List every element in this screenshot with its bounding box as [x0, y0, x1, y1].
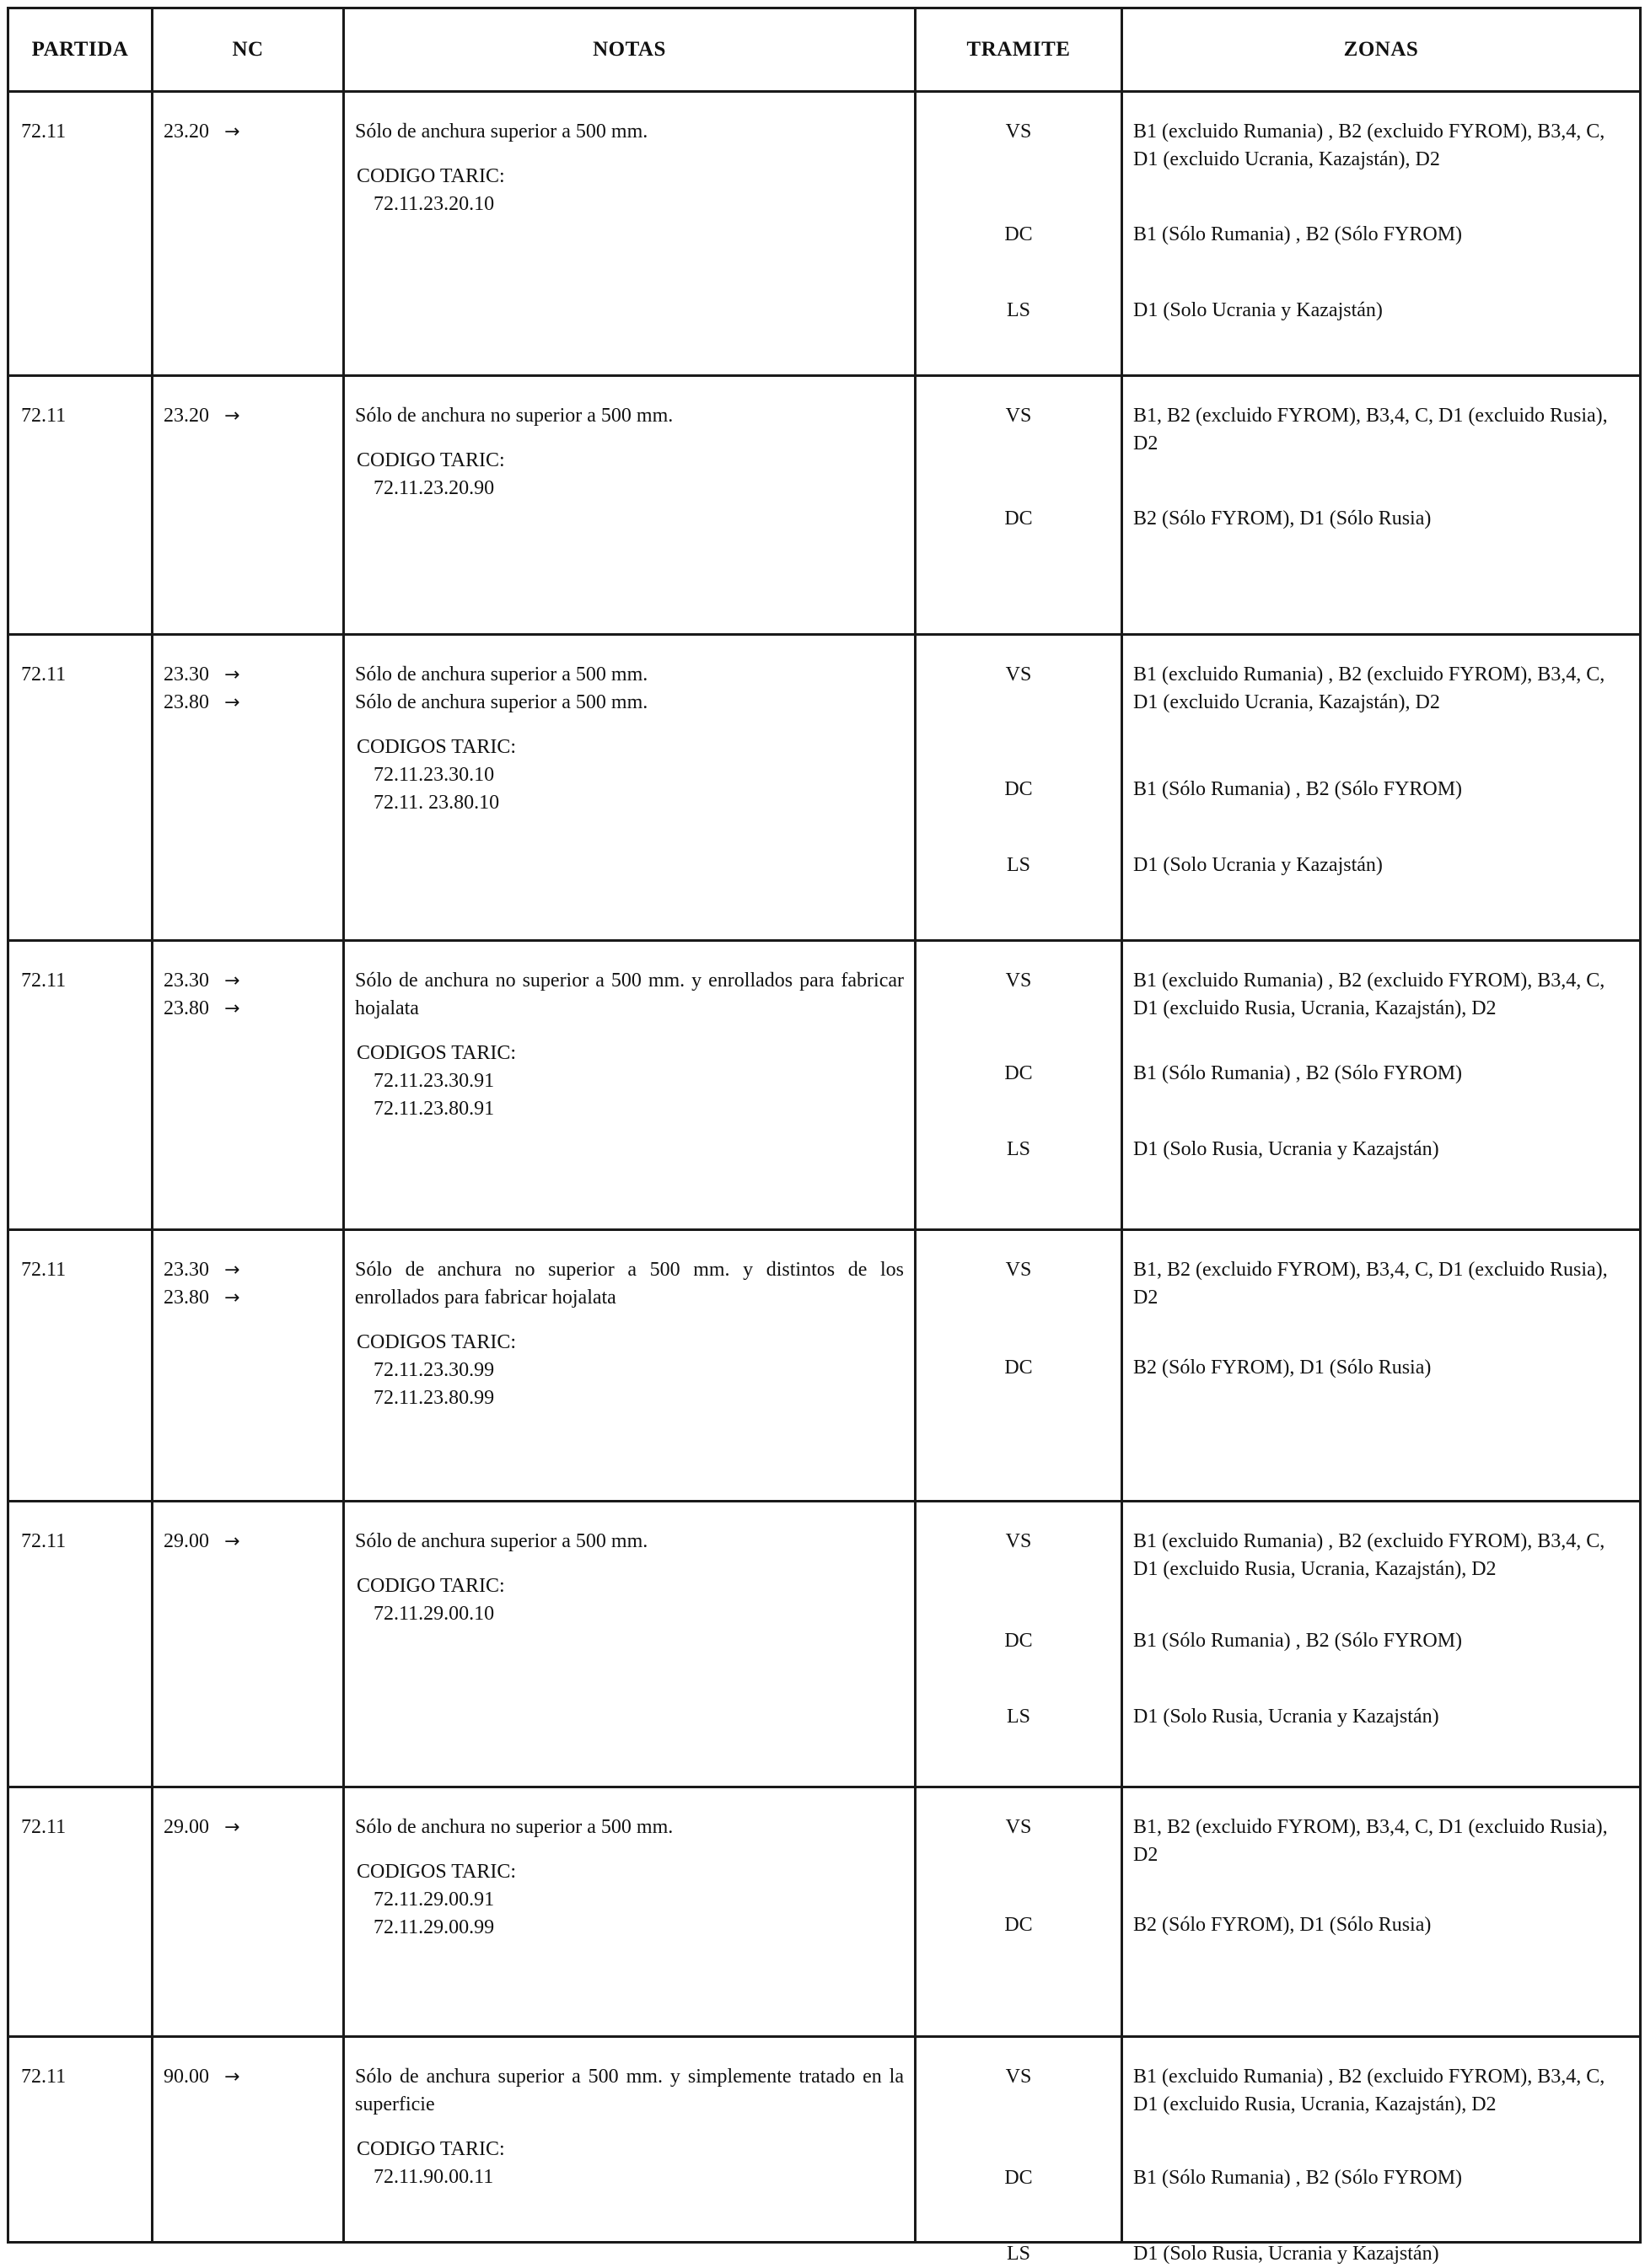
nc-code: 29.00	[164, 1530, 209, 1552]
zonas-cell	[1122, 635, 1641, 941]
zonas-text: B2 (Sólo FYROM), D1 (Sólo Rusia)	[1133, 1357, 1432, 1379]
arrow-right-icon: →	[224, 121, 240, 142]
header-nc: NC	[153, 8, 344, 92]
zonas-cell	[1122, 92, 1641, 376]
nota-description: Sólo de anchura superior a 500 mm.	[355, 121, 648, 142]
arrow-right-icon: →	[224, 406, 240, 427]
nc-code: 23.30	[164, 1259, 209, 1281]
tramite-code: DC	[1004, 223, 1033, 245]
notas-cell	[344, 2037, 916, 2243]
taric-label: CODIGOS TARIC:	[357, 1042, 516, 1065]
zonas-cell	[1122, 376, 1641, 635]
taric-code: 72.11.23.20.90	[374, 477, 495, 500]
arrow-right-icon: →	[224, 664, 240, 685]
header-row	[8, 8, 1641, 92]
tramite-code: VS	[1005, 1259, 1032, 1281]
zonas-cell	[1122, 941, 1641, 1230]
taric-code: 72.11.29.00.91	[374, 1889, 495, 1911]
taric-code: 72.11.23.30.91	[374, 1070, 495, 1093]
arrow-right-icon: →	[224, 970, 240, 992]
table-row	[8, 1787, 1641, 2037]
taric-label: CODIGOS TARIC:	[357, 1861, 516, 1884]
taric-label: CODIGO TARIC:	[357, 1575, 505, 1598]
tramite-code: LS	[1006, 1706, 1030, 1728]
nc-code: 90.00	[164, 2066, 209, 2088]
nc-code-line	[164, 1256, 342, 1284]
nc-cell	[153, 635, 344, 941]
tramite-code: DC	[1004, 1357, 1033, 1379]
nc-cell	[153, 1230, 344, 1502]
tramite-cell	[916, 941, 1122, 1230]
zonas-text: B1 (Sólo Rumania) , B2 (Sólo FYROM)	[1133, 223, 1463, 245]
table-row	[8, 376, 1641, 635]
tramite-code: VS	[1005, 1816, 1032, 1838]
zonas-text: D1 (Solo Ucrania y Kazajstán)	[1133, 299, 1383, 321]
zonas-cell	[1122, 2037, 1641, 2265]
nc-cell	[153, 941, 344, 1230]
partida-cell: 72.11	[8, 1787, 153, 2037]
tramite-cell	[916, 635, 1122, 941]
nc-code: 23.20	[164, 121, 209, 142]
nota-description: Sólo de anchura superior a 500 mm. Sólo de anchura superior a 500 mm.	[355, 664, 648, 714]
partida-cell: 72.11	[8, 92, 153, 376]
nota-description: Sólo de anchura no superior a 500 mm. y distintos de los enrollados para fabricar hojalata	[355, 1259, 904, 1309]
zonas-text: B1 (Sólo Rumania) , B2 (Sólo FYROM)	[1133, 2167, 1463, 2189]
zonas-text: B1 (excluido Rumania) , B2 (excluido FYROM), B3,4, C, D1 (excluido Ucrania, Kazajstán), D2	[1133, 121, 1605, 171]
nc-code-line	[164, 1284, 342, 1312]
tramite-code: DC	[1004, 1914, 1033, 1936]
zonas-text: B1 (Sólo Rumania) , B2 (Sólo FYROM)	[1133, 778, 1463, 800]
taric-label: CODIGOS TARIC:	[357, 736, 516, 759]
arrow-right-icon: →	[224, 2066, 240, 2088]
tramite-code: LS	[1006, 2243, 1030, 2265]
table-row	[8, 1230, 1641, 1502]
nota-description: Sólo de anchura no superior a 500 mm.	[355, 405, 674, 427]
tramite-cell	[916, 1502, 1122, 1787]
nota-description: Sólo de anchura no superior a 500 mm. y enrollados para fabricar hojalata	[355, 970, 904, 1020]
zonas-cell	[1122, 1230, 1641, 1502]
tramite-cell	[916, 376, 1122, 635]
taric-label: CODIGO TARIC:	[357, 165, 505, 188]
tramite-code: LS	[1006, 854, 1030, 876]
nc-cell	[153, 1787, 344, 2037]
nc-code-line	[164, 661, 342, 689]
zonas-text: B1 (excluido Rumania) , B2 (excluido FYROM), B3,4, C, D1 (excluido Ucrania, Kazajstán), D2	[1133, 664, 1605, 714]
partida-cell: 72.11	[8, 2037, 153, 2243]
zonas-text: B2 (Sólo FYROM), D1 (Sólo Rusia)	[1133, 1914, 1432, 1936]
tramite-cell	[916, 92, 1122, 376]
nc-code-line	[164, 118, 342, 146]
taric-label: CODIGOS TARIC:	[357, 1331, 516, 1354]
tramite-code: VS	[1005, 121, 1032, 142]
header-tramite: TRAMITE	[916, 8, 1122, 92]
nc-cell	[153, 376, 344, 635]
arrow-right-icon: →	[224, 1531, 240, 1552]
zonas-text: B1, B2 (excluido FYROM), B3,4, C, D1 (excluido Rusia), D2	[1133, 1259, 1608, 1309]
tramite-code: DC	[1004, 778, 1033, 800]
taric-label: CODIGO TARIC:	[357, 2138, 505, 2161]
zonas-cell	[1122, 1787, 1641, 2037]
notas-cell	[344, 1787, 916, 2037]
nc-cell	[153, 92, 344, 376]
zonas-cell	[1122, 1502, 1641, 1787]
zonas-text: D1 (Solo Rusia, Ucrania y Kazajstán)	[1133, 1138, 1439, 1160]
nc-code: 23.30	[164, 970, 209, 992]
tramite-code: LS	[1006, 299, 1030, 321]
table-row	[8, 1502, 1641, 1787]
notas-cell	[344, 635, 916, 941]
notas-cell	[344, 376, 916, 635]
taric-code: 72.11. 23.80.10	[374, 792, 500, 814]
taric-code: 72.11.23.20.10	[374, 193, 495, 216]
arrow-right-icon: →	[224, 1260, 240, 1281]
nc-code-line	[164, 967, 342, 995]
arrow-right-icon: →	[224, 1817, 240, 1838]
taric-code: 72.11.90.00.11	[374, 2166, 494, 2189]
header-partida: PARTIDA	[8, 8, 153, 92]
arrow-right-icon: →	[224, 692, 240, 714]
zonas-text: D1 (Solo Rusia, Ucrania y Kazajstán)	[1133, 1706, 1439, 1728]
nc-code: 23.30	[164, 664, 209, 685]
zonas-text: B1, B2 (excluido FYROM), B3,4, C, D1 (excluido Rusia), D2	[1133, 1816, 1608, 1867]
header-notas: NOTAS	[344, 8, 916, 92]
tramite-code: VS	[1005, 664, 1032, 685]
taric-code: 72.11.23.30.99	[374, 1359, 495, 1382]
nc-code-line	[164, 2063, 342, 2091]
tramite-cell	[916, 2037, 1122, 2265]
tramite-cell	[916, 1787, 1122, 2037]
arrow-right-icon: →	[224, 1287, 240, 1309]
notas-cell	[344, 1230, 916, 1502]
nota-description: Sólo de anchura superior a 500 mm.	[355, 1530, 648, 1552]
nc-code: 23.80	[164, 1287, 209, 1309]
zonas-text: B1 (Sólo Rumania) , B2 (Sólo FYROM)	[1133, 1062, 1463, 1084]
tramite-code: DC	[1004, 1630, 1033, 1652]
taric-code: 72.11.23.80.91	[374, 1098, 495, 1121]
partida-cell: 72.11	[8, 1230, 153, 1502]
zonas-text: B1, B2 (excluido FYROM), B3,4, C, D1 (excluido Rusia), D2	[1133, 405, 1608, 455]
zonas-text: B1 (Sólo Rumania) , B2 (Sólo FYROM)	[1133, 1630, 1463, 1652]
taric-code: 72.11.23.80.99	[374, 1387, 495, 1410]
partida-cell: 72.11	[8, 1502, 153, 1787]
taric-code: 72.11.29.00.99	[374, 1916, 495, 1939]
arrow-right-icon: →	[224, 998, 240, 1020]
notas-cell	[344, 941, 916, 1230]
nc-code: 23.80	[164, 691, 209, 714]
tramite-code: DC	[1004, 508, 1033, 529]
partida-cell: 72.11	[8, 941, 153, 1230]
nc-code-line	[164, 1528, 342, 1556]
nc-code-line	[164, 689, 342, 717]
header-zonas: ZONAS	[1122, 8, 1641, 92]
nota-description: Sólo de anchura superior a 500 mm. y simplemente tratado en la superficie	[355, 2066, 904, 2116]
partida-cell: 72.11	[8, 376, 153, 635]
taric-label: CODIGO TARIC:	[357, 449, 505, 472]
nc-code-line	[164, 1814, 342, 1841]
tramite-code: LS	[1006, 1138, 1030, 1160]
zonas-text: D1 (Solo Rusia, Ucrania y Kazajstán)	[1133, 2243, 1439, 2265]
notas-cell	[344, 92, 916, 376]
nc-code: 23.80	[164, 997, 209, 1020]
table-row	[8, 941, 1641, 1230]
nc-code-line	[164, 995, 342, 1023]
zonas-text: B1 (excluido Rumania) , B2 (excluido FYROM), B3,4, C, D1 (excluido Rusia, Ucrania, Kazajstán), D2	[1133, 970, 1605, 1020]
tramite-code: VS	[1005, 405, 1032, 427]
notas-cell	[344, 1502, 916, 1787]
zonas-text: B1 (excluido Rumania) , B2 (excluido FYROM), B3,4, C, D1 (excluido Rusia, Ucrania, Kazajstán), D2	[1133, 1530, 1605, 1581]
nc-code: 29.00	[164, 1816, 209, 1838]
zonas-text: D1 (Solo Ucrania y Kazajstán)	[1133, 854, 1383, 876]
table-row	[8, 635, 1641, 941]
nota-description: Sólo de anchura no superior a 500 mm.	[355, 1816, 674, 1838]
tariff-table	[7, 7, 1642, 2265]
partida-cell: 72.11	[8, 635, 153, 941]
taric-code: 72.11.29.00.10	[374, 1603, 495, 1626]
table-row	[8, 2037, 1641, 2243]
tramite-cell	[916, 1230, 1122, 1502]
tramite-code: VS	[1005, 2066, 1032, 2088]
tramite-code: VS	[1005, 970, 1032, 992]
nc-cell	[153, 1502, 344, 1787]
taric-code: 72.11.23.30.10	[374, 764, 495, 787]
table-row	[8, 92, 1641, 376]
tramite-code: DC	[1004, 1062, 1033, 1084]
tramite-code: DC	[1004, 2167, 1033, 2189]
nc-code-line	[164, 402, 342, 430]
nc-code: 23.20	[164, 405, 209, 427]
nc-cell	[153, 2037, 344, 2243]
tramite-code: VS	[1005, 1530, 1032, 1552]
zonas-text: B1 (excluido Rumania) , B2 (excluido FYROM), B3,4, C, D1 (excluido Rusia, Ucrania, Kazajstán), D2	[1133, 2066, 1605, 2116]
zonas-text: B2 (Sólo FYROM), D1 (Sólo Rusia)	[1133, 508, 1432, 529]
